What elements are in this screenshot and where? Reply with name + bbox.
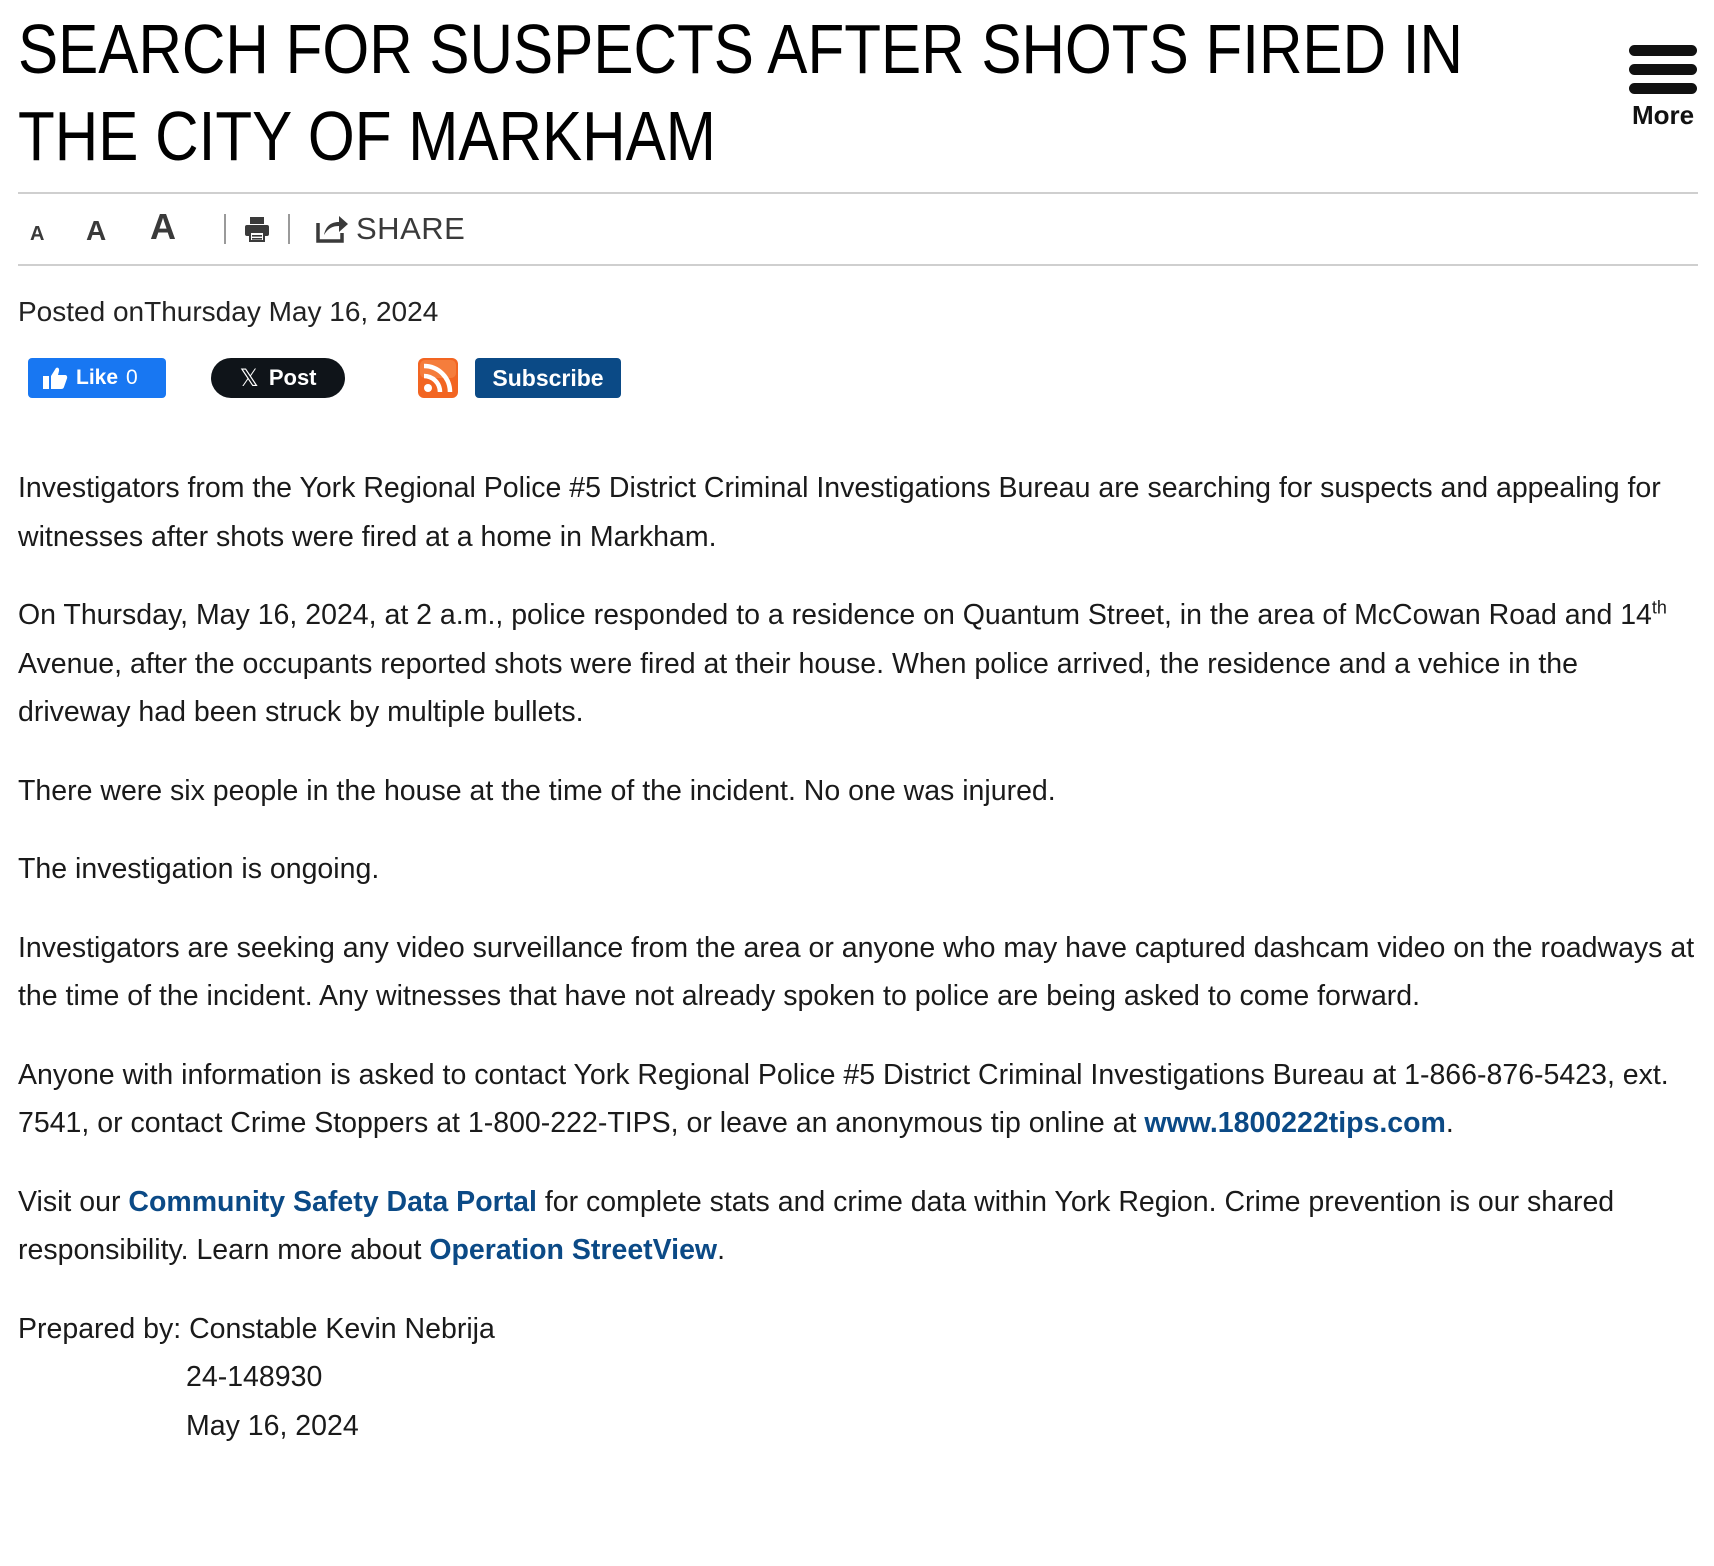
prepared-by-block (18, 1305, 1698, 1451)
page-title: SEARCH FOR SUSPECTS AFTER SHOTS FIRED IN THE CITY OF MARKHAM (18, 10, 1463, 175)
article-header (18, 0, 1698, 192)
font-size-medium-button[interactable]: A (86, 215, 107, 246)
print-icon[interactable] (242, 214, 272, 244)
ordinal-suffix: th (1651, 597, 1667, 618)
font-size-large-button[interactable]: A (150, 206, 176, 247)
page (18, 0, 1698, 1450)
font-size-small-button[interactable]: A (30, 222, 45, 245)
paragraph: Investigators from the York Regional Police #5 District Criminal Investigations Bureau are searching for suspects and appealing for witnesses after shots were fired at a home in Markham. (18, 472, 1661, 553)
paragraph-text: On Thursday, May 16, 2024, at 2 a.m., police responded to a residence on Quantum Street, in the area of McCowan Road and 14 (18, 599, 1652, 631)
toolbar-divider (288, 214, 290, 244)
thumbs-up-icon (42, 366, 68, 390)
prepared-date: May 16, 2024 (186, 1409, 359, 1442)
posted-date-value: Thursday May 16, 2024 (144, 296, 439, 327)
article-toolbar (18, 192, 1698, 266)
posted-date (18, 296, 1698, 336)
paragraph-text: for complete stats and crime data within York Region. Crime prevention is our shared responsibility. Learn more about (18, 1185, 1615, 1266)
more-label: More (1631, 100, 1695, 130)
paragraph (18, 591, 1698, 737)
paragraph: The investigation is ongoing. (18, 853, 380, 885)
x-post-button[interactable] (211, 358, 345, 398)
facebook-like-button[interactable] (28, 358, 166, 398)
paragraph-text: Anyone with information is asked to contact York Regional Police #5 District Criminal Investigations Bureau at 1-866-876-5423, ext. 7541, or contact Crime Stoppers at 1-800-222-TIPS, or leave an anonymous tip online at (18, 1058, 1669, 1139)
posted-prefix: Posted on (18, 296, 145, 327)
rss-icon[interactable] (418, 358, 458, 398)
like-label: Like (76, 366, 119, 389)
like-count: 0 (126, 366, 138, 389)
share-label: SHARE (356, 211, 466, 246)
paragraph: Investigators are seeking any video surveillance from the area or anyone who may have captured dashcam video on the roadways at the time of the incident. Any witnesses that have not already spoken to police are being asked to come forward. (18, 931, 1695, 1012)
community-safety-portal-link[interactable]: Community Safety Data Portal (128, 1185, 537, 1218)
article-body (18, 464, 1698, 1450)
more-menu-button[interactable] (1628, 45, 1698, 131)
prepared-by: Prepared by: Constable Kevin Nebrija (18, 1312, 495, 1345)
post-label: Post (268, 365, 317, 390)
hamburger-icon (1628, 45, 1698, 94)
share-icon (314, 213, 350, 245)
case-number: 24-148930 (186, 1361, 323, 1393)
paragraph (18, 1178, 1698, 1275)
share-button[interactable] (314, 211, 465, 247)
x-logo-icon: 𝕏 (239, 364, 259, 392)
social-bar (18, 356, 1698, 396)
operation-streetview-link[interactable]: Operation StreetView (429, 1234, 718, 1266)
paragraph-text: Avenue, after the occupants reported shots were fired at their house. When police arrived, the residence and a vehice in the driveway had been struck by multiple bullets. (18, 647, 1578, 728)
paragraph-text: . (1445, 1107, 1454, 1139)
paragraph (18, 1051, 1698, 1148)
paragraph-text: . (717, 1234, 726, 1266)
crime-stoppers-link[interactable]: www.1800222tips.com (1144, 1107, 1446, 1139)
toolbar-divider (224, 214, 226, 244)
paragraph: There were six people in the house at the time of the incident. No one was injured. (18, 774, 1056, 807)
paragraph-text: Visit our (18, 1185, 129, 1218)
subscribe-button[interactable]: Subscribe (475, 358, 621, 398)
